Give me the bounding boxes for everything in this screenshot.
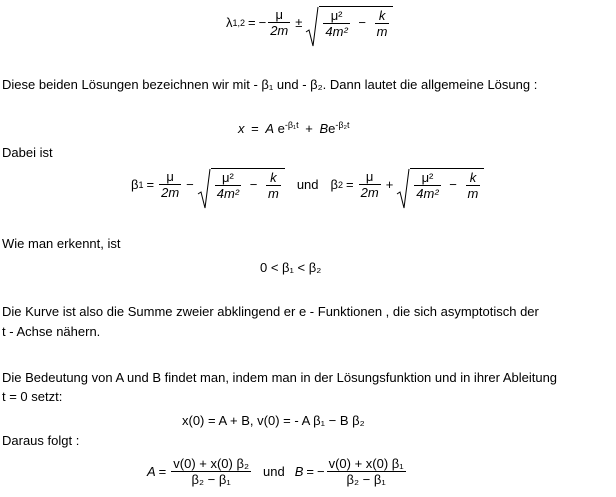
radicand <box>319 6 393 39</box>
fraction-numerator: μ <box>268 7 290 23</box>
fraction-numerator: v(0) + x(0) β₂ <box>173 456 249 471</box>
fraction-b <box>327 456 406 487</box>
minus-sign: − <box>449 176 457 192</box>
equation-general-solution <box>238 120 350 136</box>
fraction-mu2-4m2 <box>215 170 241 201</box>
fraction-numerator: μ² <box>414 170 440 186</box>
equals-sign: = <box>158 464 167 479</box>
fraction-denominator: β₂ − β₁ <box>346 472 386 487</box>
equation-lambda <box>226 6 393 39</box>
radicand <box>211 168 285 201</box>
fraction-mu2-4m2 <box>323 8 349 39</box>
minus-sign: − <box>316 464 325 479</box>
minus-sign: − <box>186 177 194 192</box>
exp-base: e <box>328 121 336 136</box>
plus-minus-sign: ± <box>295 15 303 30</box>
exponent-1: -β₁t <box>284 120 299 130</box>
var-x: x <box>238 121 245 136</box>
square-root <box>197 168 285 201</box>
plus-sign: + <box>305 121 313 136</box>
radical-sign-icon <box>197 168 211 210</box>
radical-sign-icon <box>396 168 410 210</box>
fraction-mu2-4m2 <box>414 170 440 201</box>
fraction-mu-2m <box>359 169 381 200</box>
var-b: B <box>319 121 329 136</box>
fraction-denominator: 2m <box>360 185 379 200</box>
fraction-numerator: μ <box>359 169 381 185</box>
var-b: B <box>294 464 304 479</box>
beta-symbol: β <box>330 177 339 192</box>
minus-sign: − <box>249 176 258 192</box>
fraction-a <box>171 456 251 487</box>
fraction-denominator: β₂ − β₁ <box>191 472 231 487</box>
fraction-mu-2m <box>268 7 290 38</box>
und-word: und <box>263 464 285 479</box>
fraction-mu-2m <box>159 169 181 200</box>
exponent-2: -β₂t <box>335 120 350 130</box>
equation-initial-conditions: x(0) = A + B, v(0) = - A β₁ − B β₂ <box>182 413 365 428</box>
equals-sign: = <box>346 177 354 192</box>
var-a: A <box>147 464 156 479</box>
fraction-denominator: m <box>267 186 279 201</box>
fraction-numerator: k <box>375 8 390 24</box>
fraction-numerator: k <box>466 170 481 186</box>
equals-sign: = <box>306 464 314 479</box>
exp-base: e <box>277 121 285 136</box>
minus-sign: − <box>258 15 267 30</box>
fraction-k-m <box>375 8 390 39</box>
fraction-denominator: 4m² <box>416 186 439 201</box>
equation-inequality: 0 < β₁ < β₂ <box>260 260 322 275</box>
fraction-numerator: μ <box>159 169 181 185</box>
beta-subscript: 2 <box>338 179 344 190</box>
fraction-denominator: m <box>467 186 479 201</box>
minus-sign: − <box>358 14 367 30</box>
fraction-k-m <box>466 170 481 201</box>
fraction-numerator: μ² <box>323 8 349 24</box>
beta-symbol: β <box>131 177 139 192</box>
beta-subscript: 1 <box>138 179 144 190</box>
equation-betas <box>131 168 484 201</box>
fraction-numerator: μ² <box>215 170 241 186</box>
radical-sign-icon <box>305 6 319 48</box>
var-a: A <box>265 121 275 136</box>
fraction-numerator: k <box>266 170 281 186</box>
paragraph-wie-man: Wie man erkennt, ist <box>2 236 121 251</box>
paragraph-bedeutung-line1: Die Bedeutung von A und B findet man, indem man in der Lösungsfunktion und in ihrer Ableitung <box>2 370 558 385</box>
paragraph-kurve-line1: Die Kurve ist also die Summe zweier abklingend er e - Funktionen , die sich asymptotisch der <box>2 304 539 319</box>
fraction-denominator: m <box>376 24 388 39</box>
paragraph-solutions: Diese beiden Lösungen bezeichnen wir mit - β₁ und - β₂. Dann lautet die allgemeine Lösung : <box>2 77 538 92</box>
paragraph-kurve-line2: t - Achse nähern. <box>2 324 101 339</box>
equation-a-b <box>147 456 408 487</box>
fraction-denominator: 4m² <box>216 186 240 201</box>
paragraph-dabei: Dabei ist <box>2 145 53 160</box>
fraction-k-m <box>266 170 281 201</box>
paragraph-bedeutung-line2: t = 0 setzt: <box>2 389 63 404</box>
equals-sign: = <box>146 177 155 192</box>
square-root <box>305 6 393 39</box>
radicand <box>410 168 484 201</box>
und-word: und <box>296 177 319 192</box>
square-root <box>396 168 484 201</box>
fraction-numerator: v(0) + x(0) β₁ <box>328 456 404 471</box>
fraction-denominator: 2m <box>161 185 180 200</box>
equals-sign: = <box>248 15 256 30</box>
equals-sign: = <box>251 121 259 136</box>
lambda-subscript: 1,2 <box>232 17 246 28</box>
paragraph-daraus: Daraus folgt : <box>2 433 80 448</box>
lambda-symbol: λ <box>226 15 233 30</box>
plus-sign: + <box>385 177 394 192</box>
fraction-denominator: 4m² <box>325 24 348 39</box>
fraction-denominator: 2m <box>270 23 289 38</box>
